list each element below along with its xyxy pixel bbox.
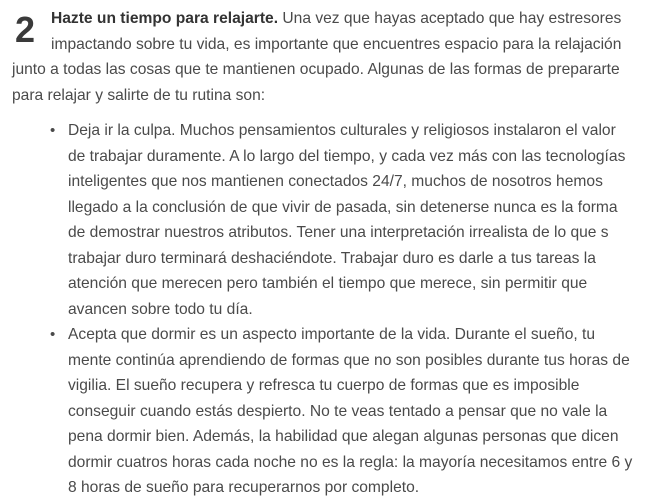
tip-text: Deja ir la culpa. Muchos pensamientos culturales y religiosos instalaron el valor de trabajar duramente. A lo largo del tiempo, y cada vez más con las tecnologías inteligentes que nos mantienen conectados 24/7, muchos de nosotros hemos llegado a la conclusión de que vivir de pasada, sin detenerse nunca es la forma de demostrar nuestros atributos. Tener una interpretación irrealista de lo que s trabajar duro terminará deshaciéndote. Trabajar duro es darle a tus tareas la atención que merecen pero también el tiempo que merece, sin permitir que avancen sobre todo tu día. xyxy=(68,122,626,318)
step-headline: Hazte un tiempo para relajarte. xyxy=(51,10,279,27)
bullet-icon: • xyxy=(50,122,56,139)
tip-text: Acepta que dormir es un aspecto importante de la vida. Durante el sueño, tu mente continúa aprendiendo de formas que no son posibles durante tus horas de vigilia. El sueño recupera y refresca tu cuerpo de formas que es imposible conseguir cuando estás despierto. No te veas tentado a pensar que no vale la pena dormir bien. Además, la habilidad que alegan algunas personas que dicen dormir cuatros horas cada noche no es la regla: la mayoría necesitamos entre 6 y 8 horas de sueño para recuperarnos por completo. xyxy=(68,326,633,496)
step-number: 2 xyxy=(15,9,36,50)
bullet-icon: • xyxy=(50,326,56,343)
list-item xyxy=(12,322,638,501)
step-intro-text: Una vez que hayas aceptado que hay estresores impactando sobre tu vida, es importante que encuentres espacio para la relajación junto a todas las cosas que te mantienen ocupado. Algunas de las formas de prepararte para relajar y salirte de tu rutina son: xyxy=(12,10,622,104)
step-intro-paragraph xyxy=(12,6,638,108)
tips-list xyxy=(12,118,638,501)
list-item xyxy=(12,118,638,322)
